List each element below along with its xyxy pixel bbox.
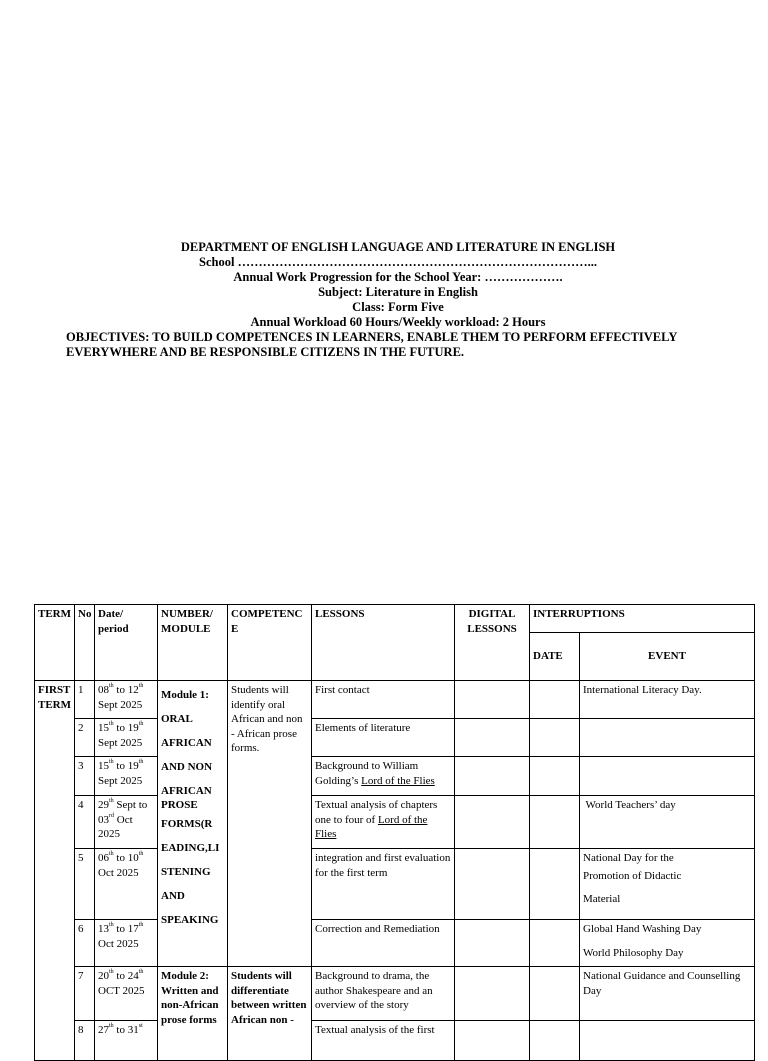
table-row [35, 796, 755, 849]
row-digital [455, 796, 530, 849]
row-digital [455, 719, 530, 757]
school-year-line: Annual Work Progression for the School Year: ………………. [233, 270, 563, 284]
row-int-date [530, 849, 580, 920]
row-no: 5 [75, 849, 95, 920]
row-lesson: integration and first evaluation for the first term [312, 849, 455, 920]
row-digital [455, 849, 530, 920]
row-lesson: Correction and Remediation [312, 920, 455, 967]
row-lesson: Textual analysis of chapters one to four of Lord of the Flies [312, 796, 455, 849]
header-date-period: Date/ period [95, 605, 158, 681]
row-event: International Literacy Day. [580, 681, 755, 719]
module-1-cell: Module 1: ORAL AFRICAN AND NON AFRICAN PROSE FORMS(R EADING,LI STENING AND SPEAKING [158, 681, 228, 967]
table-row [35, 1021, 755, 1061]
objectives: OBJECTIVES: TO BUILD COMPETENCES IN LEARNERS, ENABLE THEM TO PERFORM EFFECTIVELY EVERYWHERE AND BE RESPONSIBLE CITIZENS IN THE FUTURE. [66, 330, 677, 359]
row-no: 4 [75, 796, 95, 849]
document-header [60, 240, 710, 360]
row-event: World Teachers’ day [580, 796, 755, 849]
workload-line: Annual Workload 60 Hours/Weekly workload: 2 Hours [250, 315, 546, 329]
row-lesson: Textual analysis of the first [312, 1021, 455, 1061]
competence-2-cell: Students will differentiate between written African non - [228, 967, 312, 1061]
row-no: 8 [75, 1021, 95, 1061]
row-date: 15th to 19th Sept 2025 [95, 719, 158, 757]
header-competence: COMPETENC E [228, 605, 312, 681]
table-row [35, 849, 755, 920]
row-date: 29th Sept to 03rd Oct 2025 [95, 796, 158, 849]
module-2-cell: Module 2: Written and non-African prose forms [158, 967, 228, 1061]
row-lesson: Background to William Golding’s Lord of the Flies [312, 757, 455, 796]
row-digital [455, 757, 530, 796]
row-date: 27th to 31st [95, 1021, 158, 1061]
row-int-date [530, 920, 580, 967]
header-event: EVENT [580, 633, 755, 681]
table-row [35, 757, 755, 796]
row-int-date [530, 796, 580, 849]
term-cell: FIRST TERM [35, 681, 75, 1061]
header-digital-lessons: DIGITAL LESSONS [455, 605, 530, 681]
row-date: 13th to 17th Oct 2025 [95, 920, 158, 967]
row-event: Global Hand Washing Day World Philosophy Day [580, 920, 755, 967]
row-date: 20th to 24th OCT 2025 [95, 967, 158, 1021]
subject-line: Subject: Literature in English [318, 285, 478, 299]
row-event [580, 1021, 755, 1061]
class-line: Class: Form Five [352, 300, 444, 314]
work-progression-table [34, 604, 755, 1061]
row-no: 1 [75, 681, 95, 719]
row-int-date [530, 1021, 580, 1061]
row-no: 6 [75, 920, 95, 967]
row-event: National Day for the Promotion of Didactic Material [580, 849, 755, 920]
department-title: DEPARTMENT OF ENGLISH LANGUAGE AND LITERATURE IN ENGLISH [180, 240, 616, 254]
header-no: No [75, 605, 95, 681]
header-term: TERM [35, 605, 75, 681]
row-event [580, 757, 755, 796]
table-row [35, 967, 755, 1021]
header-date: DATE [530, 633, 580, 681]
header-module: NUMBER/ MODULE [158, 605, 228, 681]
row-no: 3 [75, 757, 95, 796]
header-lessons: LESSONS [312, 605, 455, 681]
row-date: 08th to 12th Sept 2025 [95, 681, 158, 719]
competence-1-cell: Students will identify oral African and non - African prose forms. [228, 681, 312, 967]
row-digital [455, 967, 530, 1021]
table-row [35, 920, 755, 967]
row-int-date [530, 681, 580, 719]
row-int-date [530, 967, 580, 1021]
row-event [580, 719, 755, 757]
row-lesson: Elements of literature [312, 719, 455, 757]
row-int-date [530, 757, 580, 796]
row-lesson: Background to drama, the author Shakespeare and an overview of the story [312, 967, 455, 1021]
row-lesson: First contact [312, 681, 455, 719]
row-digital [455, 920, 530, 967]
header-interruptions: INTERRUPTIONS [530, 605, 755, 633]
table-row [35, 719, 755, 757]
row-digital [455, 681, 530, 719]
row-date: 06th to 10th Oct 2025 [95, 849, 158, 920]
school-line: School …………………………………………………………………………... [199, 255, 597, 269]
row-date: 15th to 19th Sept 2025 [95, 757, 158, 796]
row-no: 7 [75, 967, 95, 1021]
row-int-date [530, 719, 580, 757]
row-no: 2 [75, 719, 95, 757]
table-row [35, 681, 755, 719]
row-event: National Guidance and Counselling Day [580, 967, 755, 1021]
row-digital [455, 1021, 530, 1061]
